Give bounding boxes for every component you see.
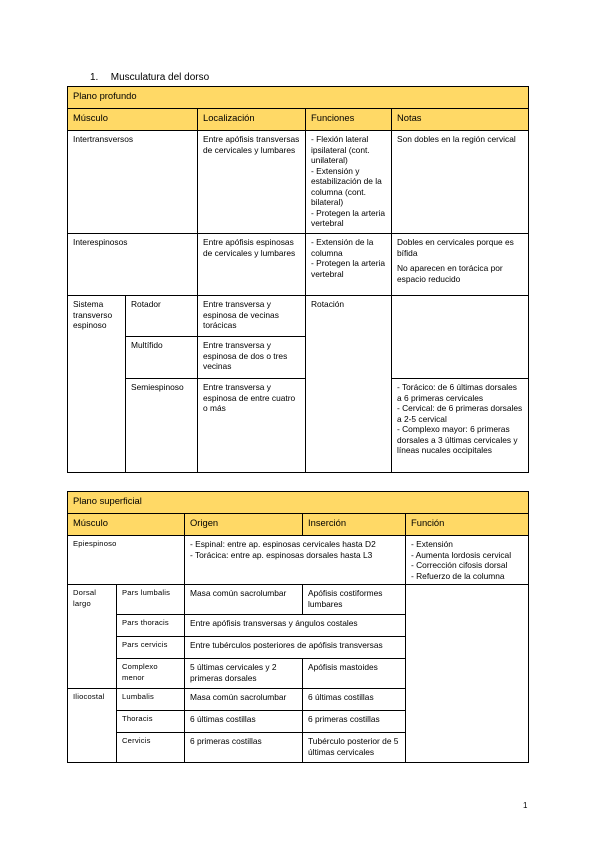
nota-2: No aparecen en torácica por espacio reducido [397,263,503,284]
origen-cell: Masa común sacrolumbar [185,689,303,711]
funciones-cell: - Extensión de la columna - Protegen la arteria vertebral [306,234,392,296]
table-row [68,131,529,234]
table-row [68,536,529,585]
section-heading [90,72,209,83]
superficial-plane-table [67,491,529,763]
submuscle-name: Semiespinoso [126,379,198,473]
section-title: Musculatura del dorso [110,72,210,83]
muscle-group-name: Dorsal largo [68,585,117,689]
deep-plane-table [67,86,529,473]
notas-cell [392,234,529,296]
muscle-name: Epiespinoso [68,536,185,585]
submuscle-name: Pars thoracis [117,615,185,637]
muscle-name: Intertransversos [68,131,198,234]
submuscle-name: Thoracis [117,711,185,733]
insercion-cell: Apófisis costiformes lumbares [303,585,406,615]
header-insercion: Inserción [303,514,406,536]
table-row [68,296,529,337]
table-row [68,585,529,615]
page-number: 1 [523,801,528,810]
localizacion-cell: Entre apófisis transversas de cervicales y lumbares [198,131,306,234]
localizacion-cell: Entre transversa y espinosa de vecinas torácicas [198,296,306,337]
funcion-cell: - Extensión - Aumenta lordosis cervical - Corrección cifosis dorsal - Refuerzo de la columna [406,536,529,585]
submuscle-name: Pars cervicis [117,637,185,659]
origen-cell: Entre apófisis transversas y ángulos costales [185,615,406,637]
insercion-cell: Tubérculo posterior de 5 últimas cervicales [303,733,406,763]
insercion-cell: 6 últimas costillas [303,689,406,711]
muscle-name: Interespinosos [68,234,198,296]
header-origen: Origen [185,514,303,536]
muscle-group-name: Iliocostal [68,689,117,763]
header-funcion: Función [406,514,529,536]
header-musculo: Músculo [68,109,198,131]
header-localizacion: Localización [198,109,306,131]
origen-cell: Entre tubérculos posteriores de apófisis transversas [185,637,406,659]
submuscle-name: Lumbalis [117,689,185,711]
header-notas: Notas [392,109,529,131]
muscle-group-name: Sistema transverso espinoso [68,296,126,473]
submuscle-name: Rotador [126,296,198,337]
table-row [68,234,529,296]
insercion-cell: Apófisis mastoides [303,659,406,689]
notas-cell-empty [392,296,529,379]
funciones-cell: Rotación [306,296,392,473]
origen-cell: 6 primeras costillas [185,733,303,763]
origen-cell: - Espinal: entre ap. espinosas cervicales hasta D2 - Torácica: entre ap. espinosas dorsales hasta L3 [185,536,406,585]
notas-cell: Son dobles en la región cervical [392,131,529,234]
table-row [68,379,529,473]
localizacion-cell: Entre transversa y espinosa de dos o tres vecinas [198,337,306,379]
submuscle-name: Multífido [126,337,198,379]
deep-plane-title: Plano profundo [68,87,529,109]
nota-1: Dobles en cervicales porque es bífida [397,237,514,258]
funcion-cell-empty [406,585,529,763]
superficial-plane-title: Plano superficial [68,492,529,514]
funciones-cell: - Flexión lateral ipsilateral (cont. unilateral) - Extensión y estabilización de la columna (cont. bilateral) - Protegen la arteria vertebral [306,131,392,234]
origen-cell: 5 últimas cervicales y 2 primeras dorsales [185,659,303,689]
notas-cell: - Torácico: de 6 últimas dorsales a 6 primeras cervicales - Cervical: de 6 primeras dorsales a 2-5 cervical - Complexo mayor: 6 primeras dorsales a 3 últimas cervicales y líneas nucales occipitales [392,379,529,473]
header-funciones: Funciones [306,109,392,131]
section-number: 1. [90,72,99,83]
header-musculo: Músculo [68,514,185,536]
insercion-cell: 6 primeras costillas [303,711,406,733]
localizacion-cell: Entre transversa y espinosa de entre cuatro o más [198,379,306,473]
localizacion-cell: Entre apófisis espinosas de cervicales y lumbares [198,234,306,296]
submuscle-name: Cervicis [117,733,185,763]
submuscle-name: Pars lumbalis [117,585,185,615]
submuscle-name: Complexo menor [117,659,185,689]
origen-cell: 6 últimas costillas [185,711,303,733]
origen-cell: Masa común sacrolumbar [185,585,303,615]
